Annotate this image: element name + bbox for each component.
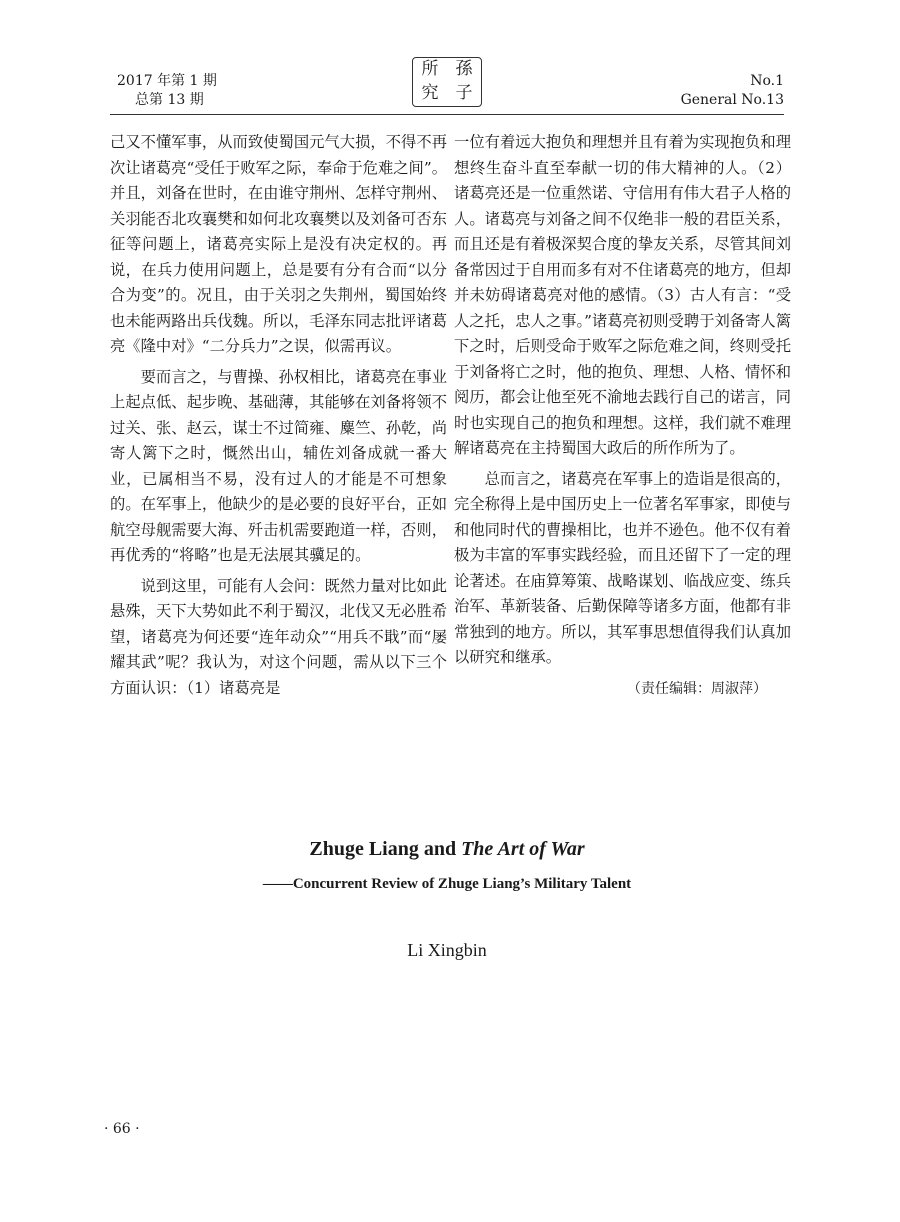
paragraph: 一位有着远大抱负和理想并且有着为实现抱负和理想终生奋斗直至奉献一切的伟大精神的人。（2）诸葛亮还是一位重然诺、守信用有伟大君子人格的人。诸葛亮与刘备之间不仅绝非一般的君臣关系，而且还是有着极深契合度的挚友关系，尽管其间刘备常因过于自用而多有对不住诸葛亮的地方，但却并未妨碍诸葛亮对他的感情。（3）古人有言：“受人之托，忠人之事。”诸葛亮初则受聘于刘备寄人篱下之时，后则受命于败军之际危难之间，终则受托于刘备将亡之时，他的抱负、理想、人格、情怀和阅历，都会让他至死不渝地去践行自己的诺言，同时也实现自己的抱负和理想。这样，我们就不难理解诸葛亮在主持蜀国大政后的所作所为了。 bbox=[454, 133, 791, 457]
english-title bbox=[110, 838, 784, 861]
issue-no: No.1 bbox=[750, 73, 784, 89]
logo-char: 究 bbox=[421, 83, 439, 103]
editor-credit: （责任编辑：周淑萍） bbox=[627, 680, 767, 697]
header-rule bbox=[110, 114, 784, 115]
page-number: · 66 · bbox=[104, 1121, 140, 1137]
year-issue: 2017 年第 1 期 bbox=[117, 73, 217, 89]
paragraph: 总而言之，诸葛亮在军事上的造诣是很高的，完全称得上是中国历史上一位著名军事家，即使与和他同时代的曹操相比，也并不逊色。他不仅有着极为丰富的军事实践经验，而且还留下了一定的理论著述。在庙算筹策、战略谋划、临战应变、练兵治军、革新装备、后勤保障等诸多方面，他都有非常独到的地方。所以，其军事思想值得我们认真加以研究和继承。 bbox=[454, 469, 791, 666]
english-subtitle: ——Concurrent Review of Zhuge Liang’s Military Talent bbox=[262, 876, 632, 892]
logo-char: 子 bbox=[455, 83, 473, 103]
paragraph: 说到这里，可能有人会问：既然力量对比如此悬殊，天下大势如此不利于蜀汉，北伐又无必胜希望，诸葛亮为何还要“连年动众”“用兵不戢”而“屡耀其武”呢？我认为，对这个问题，需从以下三个方面认识：（1）诸葛亮是 bbox=[110, 576, 447, 697]
english-author: Li Xingbin bbox=[407, 940, 487, 960]
total-issue: 总第 13 期 bbox=[135, 92, 204, 108]
english-title-italic: The Art of War bbox=[461, 838, 585, 860]
paragraph: 要而言之，与曹操、孙权相比，诸葛亮在事业上起点低、起步晚、基础薄，其能够在刘备将领不过关、张、赵云，谋士不过简雍、麋竺、孙乾，尚寄人篱下之时，慨然出山，辅佐刘备成就一番大业，已属相当不易，没有过人的才能是不可想象的。在军事上，他缺少的是必要的良好平台，正如航空母舰需要大海、歼击机需要跑道一样，否则，再优秀的“将略”也是无法展其骥足的。 bbox=[110, 367, 447, 564]
english-title-prefix: Zhuge Liang and bbox=[309, 838, 462, 860]
right-column bbox=[454, 130, 791, 702]
journal-issue-header bbox=[117, 72, 217, 110]
paragraph: 己又不懂军事，从而致使蜀国元气大损，不得不再次让诸葛亮“受任于败军之际，奉命于危难之间”。并且，刘备在世时，在由谁守荆州、怎样守荆州、关羽能否北攻襄樊和如何北攻襄樊以及刘备可否东征等问题上，诸葛亮实际上是没有决定权的。再说，在兵力使用问题上，总是要有分有合而“以分合为变”的。况且，由于关羽之失荆州，蜀国始终也未能两路出兵伐魏。所以，毛泽东同志批评诸葛亮《隆中对》“二分兵力”之误，似需再议。 bbox=[110, 133, 447, 355]
issue-number-header bbox=[681, 72, 784, 110]
left-column bbox=[110, 130, 447, 706]
logo-char: 所 bbox=[421, 59, 439, 79]
journal-logo bbox=[412, 57, 482, 107]
logo-char: 孫 bbox=[455, 59, 473, 79]
general-no: General No.13 bbox=[680, 92, 784, 108]
